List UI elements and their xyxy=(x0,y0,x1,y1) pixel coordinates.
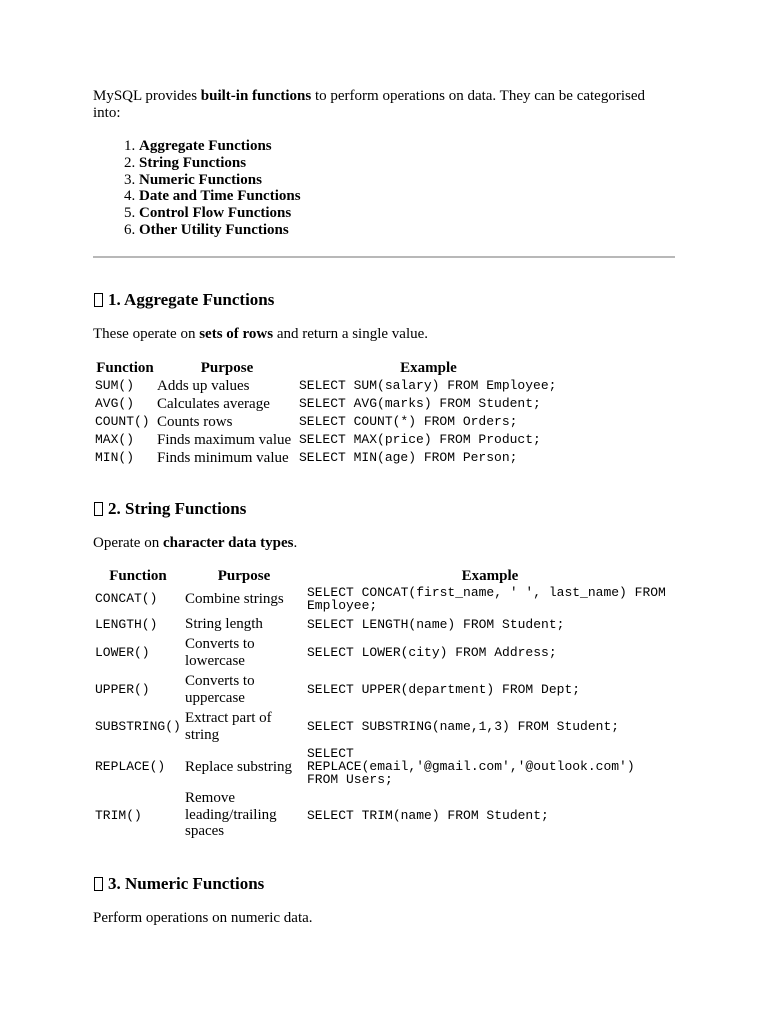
list-item-label: Numeric Functions xyxy=(139,171,262,188)
function-cell: MAX() xyxy=(95,432,135,448)
purpose-cell: Remove leading/trailing spaces xyxy=(185,790,277,840)
function-cell: SUM() xyxy=(95,378,135,394)
list-item-label: Aggregate Functions xyxy=(139,138,272,154)
section-title: 2. String Functions xyxy=(108,498,247,518)
function-cell: CONCAT() xyxy=(95,591,158,607)
purpose-cell: Combine strings xyxy=(185,590,284,607)
table-row xyxy=(93,745,675,788)
document-page xyxy=(93,88,675,927)
section-description xyxy=(93,326,675,343)
intro-text-post: to perform operations on data. They can be categorised into: xyxy=(93,88,645,121)
section-title: 1. Aggregate Functions xyxy=(108,289,275,309)
column-header: Function xyxy=(109,567,167,584)
purpose-cell: String length xyxy=(185,615,263,632)
intro-paragraph xyxy=(93,88,675,122)
function-cell: SUBSTRING() xyxy=(95,719,181,735)
example-cell: SELECT MAX(price) FROM Product; xyxy=(299,432,541,448)
purpose-cell: Replace substring xyxy=(185,758,293,775)
list-item-label: Other Utility Functions xyxy=(139,221,289,238)
desc-text: . xyxy=(293,534,298,551)
table-row xyxy=(93,634,675,671)
desc-text: Operate on xyxy=(93,534,163,551)
section-description: Perform operations on numeric data. xyxy=(93,909,313,926)
missing-glyph-icon xyxy=(94,502,103,516)
table-row xyxy=(94,377,559,395)
table-header-row xyxy=(94,359,559,377)
function-cell: MIN() xyxy=(95,450,135,466)
list-item-label: String Functions xyxy=(139,154,247,171)
example-cell: SELECT LOWER(city) FROM Address; xyxy=(307,645,557,661)
list-item xyxy=(139,222,675,239)
function-cell: LOWER() xyxy=(95,645,150,661)
table-row xyxy=(93,584,675,614)
missing-glyph-icon xyxy=(94,293,103,307)
table-row xyxy=(94,449,559,467)
example-cell: SELECT LENGTH(name) FROM Student; xyxy=(307,616,565,632)
table-row xyxy=(94,413,559,431)
table-row xyxy=(93,708,675,745)
example-cell: SELECT UPPER(department) FROM Dept; xyxy=(307,682,581,698)
example-cell: SELECT REPLACE(email,'@gmail.com','@outlook.com') FROM Users; xyxy=(307,746,635,788)
desc-bold: character data types xyxy=(162,534,294,551)
purpose-cell: Converts to lowercase xyxy=(185,636,255,669)
purpose-cell: Finds minimum value xyxy=(157,449,289,466)
column-header: Example xyxy=(400,359,457,376)
section-description xyxy=(93,535,675,552)
intro-text-bold: built-in functions xyxy=(200,88,312,104)
example-cell: SELECT SUBSTRING(name,1,3) FROM Student; xyxy=(307,719,620,735)
list-item-label: Control Flow Functions xyxy=(139,205,292,222)
column-header: Purpose xyxy=(200,359,254,376)
section-title: 3. Numeric Functions xyxy=(108,873,265,893)
column-header: Purpose xyxy=(217,567,271,584)
list-item xyxy=(139,205,675,222)
function-cell: COUNT() xyxy=(95,414,150,430)
purpose-cell: Adds up values xyxy=(157,377,250,394)
list-item-label: Date and Time Functions xyxy=(139,188,301,205)
example-cell: SELECT SUM(salary) FROM Employee; xyxy=(299,378,557,394)
category-list xyxy=(93,138,675,239)
example-cell: SELECT MIN(age) FROM Person; xyxy=(299,450,518,466)
example-cell: SELECT CONCAT(first_name, ' ', last_name) FROM Employee; xyxy=(307,584,666,613)
function-cell: LENGTH() xyxy=(95,616,158,632)
string-functions-table xyxy=(93,568,675,842)
list-item xyxy=(139,188,675,205)
table-row xyxy=(93,614,675,635)
example-cell: SELECT COUNT(*) FROM Orders; xyxy=(299,414,518,430)
list-item xyxy=(139,172,675,189)
purpose-cell: Extract part of string xyxy=(185,710,272,743)
section-heading-numeric xyxy=(93,874,675,894)
table-row xyxy=(94,395,559,413)
column-header: Example xyxy=(461,567,519,584)
function-cell: UPPER() xyxy=(95,682,150,698)
list-item xyxy=(139,138,675,155)
desc-text: These operate on xyxy=(93,325,200,342)
horizontal-divider xyxy=(93,256,675,258)
section-heading-aggregate xyxy=(93,290,675,310)
function-cell: TRIM() xyxy=(95,807,142,823)
example-cell: SELECT AVG(marks) FROM Student; xyxy=(299,396,541,412)
column-header: Function xyxy=(96,359,154,376)
desc-text: and return a single value. xyxy=(273,325,429,342)
list-item xyxy=(139,155,675,172)
table-row xyxy=(93,788,675,842)
purpose-cell: Calculates average xyxy=(157,395,270,412)
intro-text-pre: MySQL provides xyxy=(93,88,201,104)
table-row xyxy=(93,671,675,708)
desc-bold: sets of rows xyxy=(199,325,274,342)
purpose-cell: Counts rows xyxy=(157,413,233,430)
aggregate-functions-table xyxy=(94,359,559,467)
purpose-cell: Finds maximum value xyxy=(157,431,292,448)
function-cell: REPLACE() xyxy=(95,759,166,775)
purpose-cell: Converts to uppercase xyxy=(185,673,255,706)
example-cell: SELECT TRIM(name) FROM Student; xyxy=(307,807,549,823)
table-row xyxy=(94,431,559,449)
section-heading-string xyxy=(93,499,675,519)
missing-glyph-icon xyxy=(94,877,103,891)
function-cell: AVG() xyxy=(95,396,135,412)
table-header-row xyxy=(93,568,675,584)
